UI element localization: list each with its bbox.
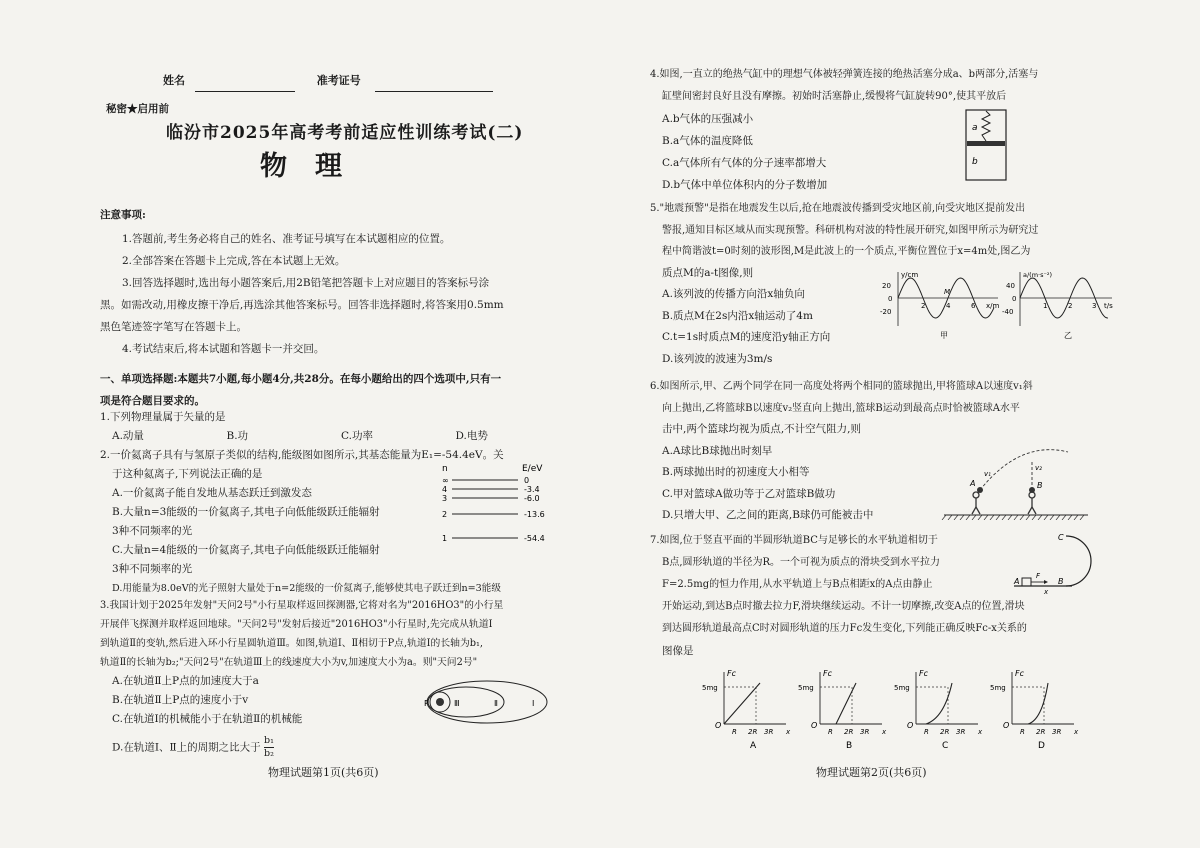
asteroid-dot xyxy=(436,698,444,706)
y-axis-label: Fc xyxy=(727,669,736,678)
x-tick: 3R xyxy=(860,728,870,736)
level-n-label: ∞ xyxy=(442,476,449,485)
option-b-cont: 3种不同频率的光 xyxy=(112,525,193,537)
question-line: 向上抛出,乙将篮球B以速度v₂竖直向上抛出,篮球B运动到最高点时恰被篮球A水平 xyxy=(662,402,1020,414)
level-n-label: 4 xyxy=(442,485,448,494)
exam-title: 临汾市2025年高考考前适应性训练考试(二) xyxy=(166,123,524,143)
x-axis-label: x xyxy=(1074,728,1079,736)
x-tick: 3R xyxy=(956,728,966,736)
x-axis-label: t/s xyxy=(1104,302,1113,310)
x-axis-label: x xyxy=(786,728,791,736)
fc-graph-b xyxy=(798,669,887,751)
graph-caption[interactable]: C xyxy=(942,741,949,751)
question-1 xyxy=(100,408,570,446)
gas-b-label: b xyxy=(972,157,978,167)
e-axis-label: E/eV xyxy=(522,464,543,474)
level-n-label: 3 xyxy=(442,494,448,503)
cylinder-diagram xyxy=(964,108,1008,182)
name-field[interactable] xyxy=(195,79,295,92)
question-line: 警报,通知目标区域从而实现预警。科研机构对波的特性展开研究,如图甲所示为研究过 xyxy=(662,224,1039,236)
y-tick: 5mg xyxy=(894,684,910,692)
origin-label: O xyxy=(1003,721,1010,730)
question-line: 3.我国计划于2025年发射"天问2号"小行星取样返回探测器,它将对名为"2016HO3"的小行星 xyxy=(100,600,504,611)
graph-caption[interactable]: A xyxy=(750,741,757,751)
x-tick: 2R xyxy=(844,728,854,736)
fraction-numerator: b₁ xyxy=(264,735,274,746)
section-heading-line: 项是符合题目要求的。 xyxy=(100,395,205,407)
question-line: 5."地震预警"是指在地震发生以后,抢在地震波传播到受灾地区前,向受灾地区提前发出 xyxy=(650,203,1026,214)
page-2 xyxy=(650,0,1120,848)
ground-hatch xyxy=(942,515,1084,520)
point-m-label: M xyxy=(944,288,951,296)
option-d[interactable]: D.电势 xyxy=(455,430,488,442)
question-line: 于这种氦离子,下列说法正确的是 xyxy=(112,468,263,480)
fc-graph-d xyxy=(990,669,1079,751)
fc-x-graphs xyxy=(690,664,1110,752)
ball-a-label: A xyxy=(970,479,976,488)
x-tick: 1 xyxy=(1043,302,1048,310)
question-line: 2.一价氦离子具有与氢原子类似的结构,能级图如图所示,其基态能量为E₁=-54.4eV。关 xyxy=(100,449,504,461)
origin-label: O xyxy=(907,721,914,730)
level-e-label: -54.4 xyxy=(524,534,545,543)
notice-block xyxy=(100,204,570,360)
option-d-text: D.在轨道Ⅰ、Ⅱ上的周期之比大于 xyxy=(112,741,261,754)
y-tick: 5mg xyxy=(702,684,718,692)
wave-graph-yi xyxy=(1002,271,1113,340)
y-axis-label: Fc xyxy=(1015,669,1024,678)
option-a[interactable]: A.一价氦离子能自发地从基态跃迁到激发态 xyxy=(112,487,312,499)
x-tick: 2R xyxy=(1036,728,1046,736)
point-a-label: A xyxy=(1014,577,1020,586)
x-tick: 2R xyxy=(748,728,758,736)
option-b[interactable]: B.a气体的温度降低 xyxy=(662,135,753,147)
question-line: 7.如图,位于竖直平面的半圆形轨道BC与足够长的水平轨道相切于 xyxy=(650,535,938,546)
page-footer: 物理试题第2页(共6页) xyxy=(816,766,927,779)
x-tick: 2 xyxy=(1068,302,1073,310)
name-row xyxy=(163,70,493,92)
y-tick: -20 xyxy=(880,308,892,316)
option-d[interactable]: D.用能量为8.0eV的光子照射大量处于n=2能级的一价氦离子,能够使其电子跃迁到n=3能级 xyxy=(112,583,501,594)
y-tick: 0 xyxy=(1012,295,1017,303)
fc-graph-c xyxy=(894,669,983,751)
notice-item: 1.答题前,考生务必将自己的姓名、准考证号填写在本试题相应的位置。 xyxy=(122,233,451,245)
question-line: 4.如图,一直立的绝热气缸中的理想气体被轻弹簧连接的绝热活塞分成a、b两部分,活塞与 xyxy=(650,69,1039,80)
orbit-2-label: Ⅱ xyxy=(494,699,498,708)
fc-graph-a xyxy=(702,669,791,751)
option-a[interactable]: A.在轨道Ⅱ上P点的加速度大于a xyxy=(112,675,259,687)
x-axis-label: x/m xyxy=(986,302,1000,310)
origin-label: O xyxy=(715,721,722,730)
fraction xyxy=(264,735,274,760)
x-tick: 4 xyxy=(946,302,951,310)
y-axis-label: y/cm xyxy=(901,271,919,279)
y-tick: 5mg xyxy=(990,684,1006,692)
wave-graph-jia xyxy=(880,271,1000,340)
fraction-denominator: b₂ xyxy=(264,748,274,759)
question-line: 6.如图所示,甲、乙两个同学在同一高度处将两个相同的篮球抛出,甲将篮球A以速度v₁斜 xyxy=(650,381,1033,392)
level-e-label: -6.0 xyxy=(524,494,540,503)
option-a[interactable]: A.A球比B球抛出时刻早 xyxy=(662,444,773,457)
option-d[interactable]: D.b气体中单位体积内的分子数增加 xyxy=(662,179,828,191)
x-tick: 6 xyxy=(971,302,976,310)
spring xyxy=(982,111,990,141)
y-axis-label: Fc xyxy=(919,669,928,678)
question-line: 轨道Ⅱ的长轴为b₂;"天问2号"在轨道Ⅲ上的线速度大小为v,加速度大小为a。则"天问2号" xyxy=(100,657,478,668)
ball-b-label: B xyxy=(1037,481,1043,490)
y-axis-label: a/(m·s⁻²) xyxy=(1023,271,1053,279)
energy-level-diagram xyxy=(440,462,560,546)
question-stem: 1.下列物理量属于矢量的是 xyxy=(100,411,226,423)
section-1-heading xyxy=(100,368,570,412)
person-jia xyxy=(972,492,980,514)
exam-id-field[interactable] xyxy=(375,79,493,92)
x-axis-label: x xyxy=(882,728,887,736)
level-n-label: 2 xyxy=(442,510,448,519)
notice-title: 注意事项: xyxy=(100,209,146,221)
option-c-cont: 3种不同频率的光 xyxy=(112,563,193,575)
option-b[interactable]: B.大量n=3能级的一价氦离子,其电子向低能级跃迁能辐射 xyxy=(112,506,380,518)
option-a[interactable]: A.该列波的传播方向沿x轴负向 xyxy=(662,288,805,300)
x-tick: R xyxy=(924,728,929,736)
x-tick: 2R xyxy=(940,728,950,736)
x-tick: 3 xyxy=(1092,302,1097,310)
subject-title: 物理 xyxy=(260,151,370,182)
v2-label: v₂ xyxy=(1035,464,1042,472)
trajectory-a xyxy=(980,450,1068,490)
level-n-label: 1 xyxy=(442,534,448,543)
question-line: 击中,两个篮球均视为质点,不计空气阻力,则 xyxy=(662,423,862,435)
level-e-label: 0 xyxy=(524,476,530,485)
option-d[interactable]: D.该列波的波速为3m/s xyxy=(662,352,773,365)
force-label: F xyxy=(1036,572,1041,580)
basketball-diagram xyxy=(940,446,1090,520)
secret-label: 秘密★启用前 xyxy=(106,103,169,115)
level-e-label: -3.4 xyxy=(524,485,540,494)
option-c[interactable]: C.a气体所有气体的分子速率都增大 xyxy=(662,157,827,169)
option-c[interactable]: C.甲对篮球A做功等于乙对篮球B做功 xyxy=(662,487,836,500)
person-yi xyxy=(1028,492,1036,514)
x-tick: 3R xyxy=(1052,728,1062,736)
semicircle-track xyxy=(1066,536,1091,586)
origin-label: O xyxy=(811,721,818,730)
point-p-label: P xyxy=(424,699,429,708)
fc-curve xyxy=(724,683,760,724)
graph-caption: 甲 xyxy=(940,331,948,340)
x-tick: R xyxy=(1020,728,1025,736)
gas-a-label: a xyxy=(972,123,978,133)
fc-curve xyxy=(836,683,856,724)
y-tick: 40 xyxy=(1006,282,1015,290)
orbit-1-label: Ⅰ xyxy=(532,699,535,708)
option-c[interactable]: C.大量n=4能级的一价氦离子,其电子向低能级跃迁能辐射 xyxy=(112,544,380,556)
y-tick: 5mg xyxy=(798,684,814,692)
y-tick: -40 xyxy=(1002,308,1014,316)
distance-x-label: x xyxy=(1044,588,1049,594)
question-line: 质点M的a-t图像,则 xyxy=(662,266,754,279)
notice-item: 4.考试结束后,将本试题和答题卡一并交回。 xyxy=(122,343,325,355)
section-heading-line: 一、单项选择题:本题共7小题,每小题4分,共28分。在每小题给出的四个选项中,只有一 xyxy=(100,373,502,385)
point-c-label: C xyxy=(1058,533,1064,542)
piston xyxy=(967,141,1005,146)
option-c[interactable]: C.t=1s时质点M的速度沿y轴正方向 xyxy=(662,331,831,343)
option-b[interactable]: B.两球抛出时的初速度大小相等 xyxy=(662,466,810,478)
x-tick: 3R xyxy=(764,728,774,736)
orbit-3-label: Ⅲ xyxy=(454,699,460,708)
option-d[interactable]: D.只增大甲、乙之间的距离,B球仍可能被击中 xyxy=(662,509,874,521)
x-axis-label: x xyxy=(978,728,983,736)
notice-item: 3.回答选择题时,选出每小题答案后,用2B铅笔把答题卡上对应题目的答案标号涂 xyxy=(122,277,490,289)
question-line: F=2.5mg的恒力作用,从水平轨道上与B点相距x的A点由静止 xyxy=(662,579,933,590)
y-tick: 20 xyxy=(882,282,891,290)
option-b[interactable]: B.在轨道Ⅱ上P点的速度小于v xyxy=(112,694,249,706)
option-c[interactable]: C.在轨道Ⅰ的机械能小于在轨道Ⅱ的机械能 xyxy=(112,713,303,725)
point-b-label: B xyxy=(1058,577,1064,586)
question-line: 程中简谐波t=0时刻的波形图,M是此波上的一个质点,平衡位置位于x=4m处,图乙为 xyxy=(662,246,1031,257)
question-4 xyxy=(650,64,1120,196)
question-line: 开展伴飞探测并取样返回地球。"天问2号"发射后接近"2016HO3"小行星时,先完成从轨道Ⅰ xyxy=(100,619,493,630)
x-tick: R xyxy=(828,728,833,736)
orbit-diagram xyxy=(422,678,552,726)
page-1 xyxy=(100,0,570,848)
option-b[interactable]: B.功 xyxy=(226,430,249,442)
question-line: 缸壁间密封良好且没有摩擦。初始时活塞静止,缓慢将气缸旋转90°,使其平放后 xyxy=(662,91,1007,102)
options-row xyxy=(100,427,570,446)
x-tick: R xyxy=(732,728,737,736)
track-diagram xyxy=(1012,530,1096,594)
graph-caption[interactable]: B xyxy=(846,741,853,751)
fc-curve xyxy=(1028,683,1048,724)
notice-item: 黑。如需改动,用橡皮擦干净后,再选涂其他答案标号。回答非选择题时,将答案用0.5mm xyxy=(100,299,504,311)
name-label: 姓名 xyxy=(163,74,185,87)
level-e-label: -13.6 xyxy=(524,510,545,519)
notice-item: 2.全部答案在答题卡上完成,答在本试题上无效。 xyxy=(122,255,346,267)
y-axis-label: Fc xyxy=(823,669,832,678)
option-a[interactable]: A.动量 xyxy=(112,430,144,442)
page-footer: 物理试题第1页(共6页) xyxy=(268,766,379,779)
exam-id-label: 准考证号 xyxy=(316,74,361,87)
wave-graphs xyxy=(878,268,1118,342)
question-line: 开始运动,到达B点时撤去拉力F,滑块继续运动。不计一切摩擦,改变A点的位置,滑块 xyxy=(662,601,1025,612)
x-tick: 2 xyxy=(921,302,926,310)
question-line: B点,圆形轨道的半径为R。一个可视为质点的滑块受到水平拉力 xyxy=(662,557,941,568)
question-line: 图像是 xyxy=(662,645,694,657)
force-arrowhead xyxy=(1044,580,1048,584)
option-a[interactable]: A.b气体的压强减小 xyxy=(662,113,754,125)
y-tick: 0 xyxy=(888,295,893,303)
n-axis-label: n xyxy=(442,464,448,474)
question-line: 到轨道Ⅱ的变轨,然后进入环小行星圆轨道Ⅲ。如图,轨道Ⅰ、Ⅱ相切于P点,轨道Ⅰ的长轴为b₁, xyxy=(100,638,484,649)
slider-block xyxy=(1022,578,1031,586)
question-line: 到达圆形轨道最高点C时对圆形轨道的压力Fc发生变化,下列能正确反映Fc-x关系的 xyxy=(662,623,1027,634)
v1-label: v₁ xyxy=(984,470,991,478)
option-c[interactable]: C.功率 xyxy=(341,430,373,442)
orbit-1 xyxy=(427,681,547,723)
option-d[interactable] xyxy=(100,735,570,760)
option-b[interactable]: B.质点M在2s内沿x轴运动了4m xyxy=(662,309,813,322)
notice-item: 黑色笔迹签字笔写在答题卡上。 xyxy=(100,321,247,333)
graph-caption: 乙 xyxy=(1064,331,1072,340)
graph-caption[interactable]: D xyxy=(1038,741,1045,751)
